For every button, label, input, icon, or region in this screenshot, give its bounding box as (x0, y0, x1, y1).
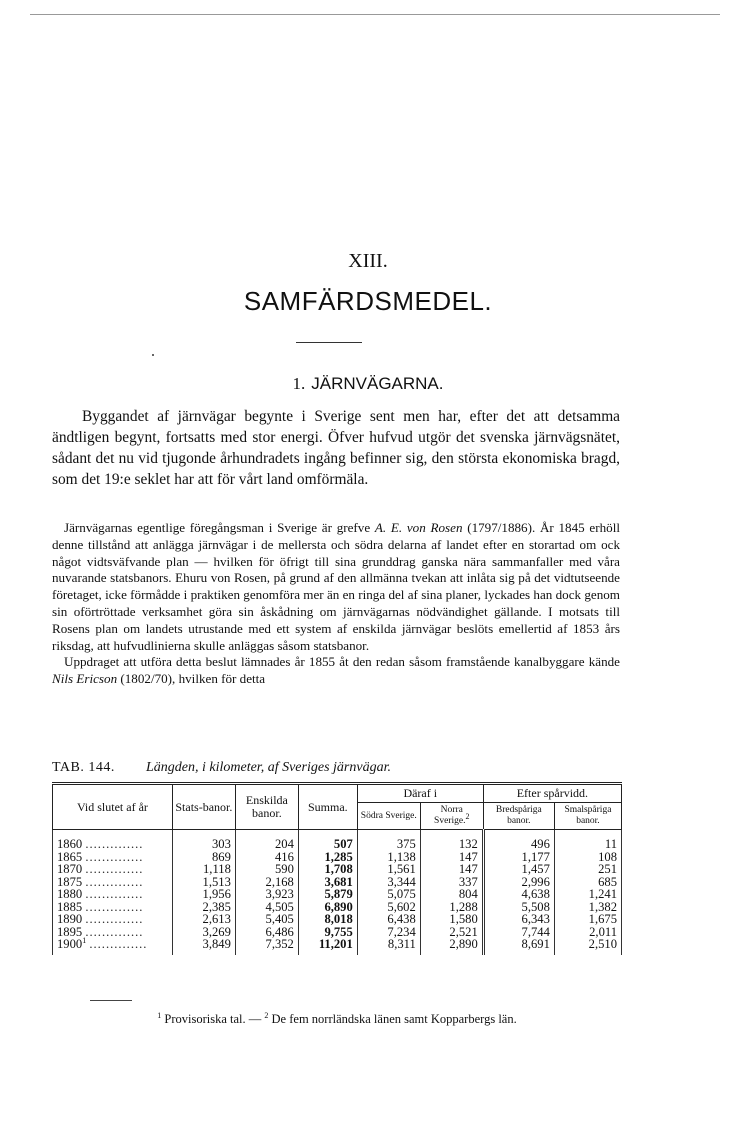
data-table (52, 782, 622, 955)
cell-sum: 11,201 (298, 938, 357, 955)
cell-broad: 8,691 (483, 938, 554, 955)
cell-state: 3,849 (172, 938, 235, 955)
cell-sum: 8,018 (298, 913, 357, 926)
col-narrow: Smalspåriga banor. (554, 803, 621, 830)
cell-broad: 1,457 (483, 863, 554, 876)
intro-paragraph (52, 406, 620, 490)
text-run: (1802/70), hvilken för detta (117, 671, 266, 687)
cell-north: 132 (420, 830, 483, 851)
cell-north: 804 (420, 888, 483, 901)
cell-narrow: 685 (554, 876, 621, 889)
footnote-text: De fem norrländska länen samt Kopparbergs län. (268, 1012, 517, 1026)
col-group-gauge: Efter spårvidd. (483, 784, 621, 803)
section-heading (0, 374, 736, 394)
col-private: Enskilda banor. (235, 784, 298, 830)
cell-south: 1,561 (357, 863, 420, 876)
col-state: Stats-banor. (172, 784, 235, 830)
leader-dots: .............. (85, 862, 144, 876)
cell-private: 590 (235, 863, 298, 876)
cell-sum: 507 (298, 830, 357, 851)
footnote (52, 1012, 622, 1027)
cell-south: 3,344 (357, 876, 420, 889)
cell-narrow: 2,510 (554, 938, 621, 955)
leader-dots: .............. (85, 912, 144, 926)
year-value: 1875 (57, 874, 83, 889)
col-north-label: Norra Sverige. (434, 805, 466, 826)
section-number: 1. (292, 374, 306, 393)
cell-narrow: 1,675 (554, 913, 621, 926)
cell-state: 2,613 (172, 913, 235, 926)
cell-private: 7,352 (235, 938, 298, 955)
cell-broad: 7,744 (483, 926, 554, 939)
cell-sum: 1,285 (298, 851, 357, 864)
text-run: (1797/1886). År 1845 erhöll denne tillstånd att anlägga järnvägar i de mellersta och södra delarna af landet efter en storartad om ock något vidtsväfvande plan — hvilken för öfrigt till sina grunddrag ganska nära sammanfaller med våra nuvarande statsbanors. Ehuru von Rosen, på grund af den allmänna tvekan att inlåta sig på det vidtutseende företaget, icke förmådde i praktiken genomföra mer än en ringa del af sina planer, lyckades han dock genom sin oförtröttade verksamhet göra sin åskådning om järnvägarnas nödvändighet gällande. I motsats till Rosens plan om landets utrustande med ett system af enskilda järnvägar beslöts emellertid af 1853 års riksdag, att hufvudlinierna skulle anläggas såsom statsbanor. (52, 520, 620, 653)
cell-south: 8,311 (357, 938, 420, 955)
col-broad: Bredspåriga banor. (483, 803, 554, 830)
person-name: A. E. von Rosen (374, 520, 463, 535)
cell-north: 147 (420, 851, 483, 864)
cell-sum: 3,681 (298, 876, 357, 889)
footnote-marker: 2 (465, 811, 470, 821)
cell-state: 869 (172, 851, 235, 864)
cell-broad: 6,343 (483, 913, 554, 926)
leader-dots: .............. (89, 937, 148, 951)
cell-narrow: 1,382 (554, 901, 621, 914)
year-value: 1890 (57, 912, 83, 926)
cell-year (53, 830, 173, 851)
cell-private: 6,486 (235, 926, 298, 939)
cell-private: 416 (235, 851, 298, 864)
footnote-marker: 1 (157, 1010, 162, 1020)
page-top-rule (30, 14, 720, 15)
footnote-marker: 1 (82, 935, 87, 945)
paragraph-rosen (52, 520, 620, 654)
year-value: 1895 (57, 924, 83, 939)
col-north (420, 803, 483, 830)
cell-south: 7,234 (357, 926, 420, 939)
cell-north: 147 (420, 863, 483, 876)
chapter-number: XIII. (348, 250, 388, 272)
year-value: 1885 (57, 899, 83, 914)
leader-dots: .............. (85, 837, 144, 851)
leader-dots: .............. (85, 849, 144, 864)
cell-state: 1,956 (172, 888, 235, 901)
col-group-region: Däraf i (357, 784, 483, 803)
cell-state: 303 (172, 830, 235, 851)
cell-private: 5,405 (235, 913, 298, 926)
cell-broad: 1,177 (483, 851, 554, 864)
cell-private: 3,923 (235, 888, 298, 901)
leader-dots: .............. (85, 924, 144, 939)
footnote-marker: 2 (264, 1010, 269, 1020)
col-sum: Summa. (298, 784, 357, 830)
cell-state: 2,385 (172, 901, 235, 914)
cell-north: 337 (420, 876, 483, 889)
cell-year (53, 935, 173, 955)
cell-state: 1,513 (172, 876, 235, 889)
year-value: 1900 (57, 937, 83, 951)
cell-north: 1,580 (420, 913, 483, 926)
chapter-title: SAMFÄRDSMEDEL. (243, 286, 493, 316)
section-title: JÄRNVÄGARNA. (311, 374, 444, 393)
text-run: Järnvägarnas egentlige föregångsman i Sverige är grefve (64, 520, 375, 535)
cell-private: 4,505 (235, 901, 298, 914)
paragraph-ericson (52, 654, 620, 688)
title-divider (296, 342, 362, 343)
footnote-text: Provisoriska tal. — (161, 1012, 265, 1026)
cell-north: 1,288 (420, 901, 483, 914)
year-value: 1860 (57, 837, 83, 851)
cell-private: 2,168 (235, 876, 298, 889)
table-label: TAB. 144. (52, 760, 115, 775)
col-south: Södra Sverige. (357, 803, 420, 830)
cell-broad: 496 (483, 830, 554, 851)
year-value: 1865 (57, 849, 83, 864)
table-end-rule (90, 1000, 132, 1001)
cell-narrow: 11 (554, 830, 621, 851)
cell-private: 204 (235, 830, 298, 851)
cell-narrow: 2,011 (554, 926, 621, 939)
cell-north: 2,890 (420, 938, 483, 955)
cell-sum: 9,755 (298, 926, 357, 939)
cell-south: 6,438 (357, 913, 420, 926)
table-row (53, 830, 622, 851)
year-value: 1880 (57, 887, 83, 901)
paragraph-text: Byggandet af järnvägar begynte i Sverige sent men har, efter det att detsamma ändtligen begynt, fortsatts med stor energi. Öfver hufvud utgör det svenska järnvägsnätet, sådant det nu vid tjugonde århundradets ingång befinner sig, den största ekonomiska bragd, som det 19:e seklet har att för vårt land omförmäla. (52, 408, 620, 488)
leader-dots: .............. (85, 874, 144, 889)
print-speck (152, 354, 154, 356)
cell-broad: 5,508 (483, 901, 554, 914)
leader-dots: .............. (85, 887, 144, 901)
cell-north: 2,521 (420, 926, 483, 939)
leader-dots: .............. (85, 899, 144, 914)
cell-sum: 5,879 (298, 888, 357, 901)
cell-south: 5,602 (357, 901, 420, 914)
table-title: Längden, i kilometer, af Sveriges järnvägar. (146, 760, 391, 775)
person-name: Nils Ericson (52, 671, 118, 687)
table-row (53, 938, 622, 955)
cell-south: 375 (357, 830, 420, 851)
text-run: Uppdraget att utföra detta beslut lämnades år 1855 åt den redan såsom framstående kanalbyggare kände (64, 654, 620, 670)
cell-sum: 6,890 (298, 901, 357, 914)
cell-south: 5,075 (357, 888, 420, 901)
cell-broad: 4,638 (483, 888, 554, 901)
railway-table (52, 782, 622, 955)
cell-state: 1,118 (172, 863, 235, 876)
col-year: Vid slutet af år (53, 784, 173, 830)
body-paragraphs (52, 520, 620, 688)
cell-sum: 1,708 (298, 863, 357, 876)
cell-south: 1,138 (357, 851, 420, 864)
cell-narrow: 108 (554, 851, 621, 864)
cell-state: 3,269 (172, 926, 235, 939)
year-value: 1870 (57, 862, 83, 876)
cell-narrow: 251 (554, 863, 621, 876)
cell-broad: 2,996 (483, 876, 554, 889)
cell-narrow: 1,241 (554, 888, 621, 901)
table-caption (52, 760, 620, 776)
